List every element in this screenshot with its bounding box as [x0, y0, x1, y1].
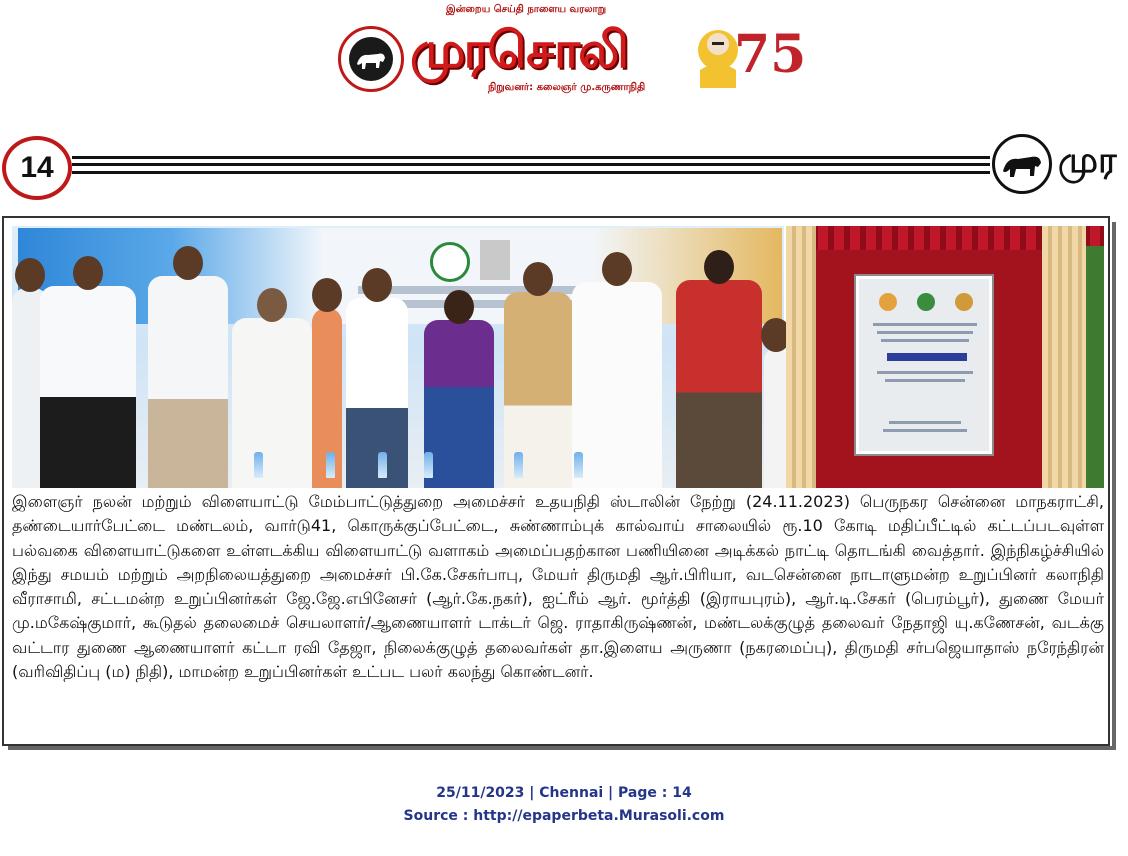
foliage [1086, 246, 1104, 488]
curtain-right [1042, 226, 1086, 488]
chennai-corporation-icon [955, 293, 973, 311]
page-footer [0, 782, 1128, 828]
attendee-figure [764, 348, 788, 488]
plaque-name-line [887, 353, 967, 361]
article-frame [2, 216, 1110, 746]
plaque-text-line [881, 339, 969, 342]
water-bottle [326, 452, 335, 478]
page-number-badge: 14 [2, 136, 72, 200]
header-rule [72, 163, 990, 166]
footer-source: Source : http://epaperbeta.Murasoli.com [403, 808, 725, 824]
foundation-plaque-photo [786, 226, 1104, 488]
header-rule [72, 171, 990, 174]
frame-shadow [1112, 222, 1116, 750]
water-bottle [378, 452, 387, 478]
party-seal-icon [338, 26, 404, 92]
frame-shadow [8, 746, 1116, 750]
attendee-figure [232, 318, 312, 488]
water-bottle [424, 452, 433, 478]
masthead-tagline: இன்றைய செய்தி நாளைய வரலாறு [446, 4, 607, 15]
plaque-text-line [873, 323, 977, 326]
attendee-figure [676, 280, 762, 488]
jubilee-75-emblem-icon [688, 8, 807, 100]
plaque-text-line [877, 331, 973, 334]
banner-portrait [480, 240, 510, 280]
attendee-figure [346, 298, 408, 488]
masthead-founder-line: நிறுவனர்: கலைஞர் மு.கருணாநிதி [488, 82, 646, 93]
attendee-figure [40, 286, 136, 488]
newspaper-brand-logo: முரசொலி [410, 21, 627, 79]
attendee-figure [148, 276, 228, 488]
attendee-figure [424, 320, 494, 488]
masthead [338, 4, 807, 104]
plaque-text-line [889, 421, 961, 424]
foundation-stone-plaque [856, 276, 992, 454]
event-photo [12, 226, 784, 488]
water-bottle [254, 452, 263, 478]
party-bull-icon [992, 134, 1052, 194]
header-rule [72, 156, 990, 159]
plaque-text-line [883, 429, 967, 432]
plaque-text-line [877, 371, 973, 374]
plaque-text-line [885, 379, 965, 382]
tn-government-emblem-icon [430, 242, 470, 282]
header-brand-partial: முர [1058, 140, 1117, 181]
water-bottle [514, 452, 523, 478]
footer-dateline: 25/11/2023 | Chennai | Page : 14 [436, 785, 692, 801]
jubilee-number: 75 [734, 24, 807, 85]
curtain-left [786, 226, 816, 488]
tn-emblem-icon [917, 293, 935, 311]
attendee-figure [572, 282, 662, 488]
water-bottle [574, 452, 583, 478]
article-body: இளைஞர் நலன் மற்றும் விளையாட்டு மேம்பாட்டுத்துறை அமைச்சர் உதயநிதி ஸ்டாலின் நேற்று (24.11.2023) பெருநகர சென்னை மாநகராட்சி, தண்டையார்பேட்டை மண்டலம், வார்டு41, கொருக்குப்பேட்டை, சுண்ணாம்புக் கால்வாய் சாலையில் ரூ.10 கோடி மதிப்பீட்டில் கட்டப்படவுள்ள பல்வகை விளையாட்டுகளை உள்ளடக்கிய விளையாட்டு வளாகம் அமைப்பதற்கான பணியினை அடிக்கல் நாட்டி தொடங்கி வைத்தார். இந்நிகழ்ச்சியில் இந்து சமயம் மற்றும் அறநிலையத்துறை அமைச்சர் பி.கே.சேகர்பாபு, மேயர் திருமதி ஆர்.பிரியா, வடசென்னை நாடாளுமன்ற உறுப்பினர் கலாநிதி வீராசாமி, சட்டமன்ற உறுப்பினர்கள் ஜே.ஜே.எபினேசர் (ஆர்.கே.நகர்), ஐட்ரீம் ஆர். மூர்த்தி (இராயபுரம்), ஆர்.டி.சேகர் (பெரம்பூர்), துணை மேயர் மு.மகேஷ்குமார், கூடுதல் தலைமைச் செயலாளர்/ஆணையாளர் டாக்டர் ஜெ. ராதாகிருஷ்ணன், மண்டலக்குழுத் தலைவர் நேதாஜி யு.கணேசன், வடக்கு வட்டார துணை ஆணையாளர் கட்டா ரவி தேஜா, நிலைக்குழுத் தலைவர்கள் தா.இளைய அருணா (நகரமைப்பு), திருமதி சர்பஜெயாதாஸ் நரேந்திரன் (வரிவிதிப்பு (ம) நிதி), மாமன்ற உறுப்பினர்கள் உட்பட பலர் கலந்து கொண்டனர். [12, 492, 1104, 682]
plaque-logo-icon [879, 293, 897, 311]
banner-text-strip [358, 286, 608, 294]
